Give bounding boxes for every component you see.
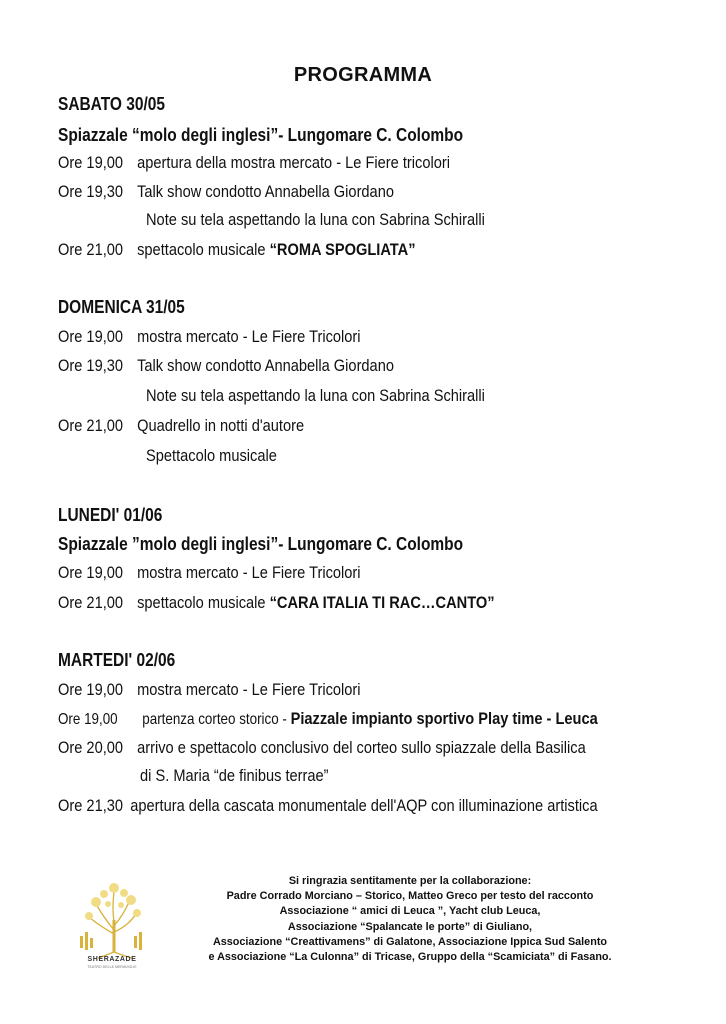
event-row	[58, 679, 361, 701]
location-monday: Spiazzale ”molo degli inglesi”- Lungomare C. Colombo	[58, 534, 464, 554]
event-text: spettacolo musicale	[137, 593, 270, 612]
event-row	[58, 181, 394, 203]
event-row	[58, 708, 598, 731]
sherazade-logo-icon	[74, 874, 150, 964]
location-saturday: Spiazzale “molo degli inglesi”- Lungomare C. Colombo	[58, 125, 464, 145]
event-row	[58, 326, 361, 348]
thanks-line: Associazione “Spalancate le porte” di Giuliano,	[287, 920, 533, 933]
day-heading-saturday: SABATO 30/05	[58, 94, 165, 114]
event-text: apertura della mostra mercato - Le Fiere tricolori	[137, 153, 450, 172]
event-highlight: “CARA ITALIA TI RAC…CANTO”	[269, 593, 495, 612]
event-row	[58, 355, 394, 377]
event-text: Quadrello in notti d'autore	[137, 416, 305, 435]
event-row	[58, 415, 304, 437]
event-time: Ore 19,00	[58, 563, 124, 582]
event-time: Ore 19,00	[58, 153, 124, 172]
event-text: partenza corteo storico -	[142, 711, 291, 728]
event-time: Ore 19,30	[58, 182, 124, 201]
event-time: Ore 19,30	[58, 356, 124, 375]
event-text: arrivo e spettacolo conclusivo del corteo sullo spiazzale della Basilica	[137, 738, 586, 757]
acknowledgements	[160, 874, 660, 965]
event-time: Ore 21,30	[58, 796, 124, 815]
thanks-line: Associazione “ amici di Leuca ”, Yacht club Leuca,	[279, 905, 541, 918]
event-continuation: di S. Maria “de finibus terrae”	[140, 766, 329, 785]
event-row	[58, 152, 450, 174]
logo-tagline: TEATRO DELLE MERAVIGLIE	[87, 965, 137, 969]
thanks-line: Associazione “Creattivamens” di Galatone, Associazione Ippica Sud Salento	[212, 935, 608, 948]
day-heading-sunday: DOMENICA 31/05	[58, 297, 185, 317]
event-row	[58, 562, 361, 584]
event-time: Ore 21,00	[58, 240, 124, 259]
event-time: Ore 19,00	[58, 711, 118, 728]
day-heading-tuesday: MARTEDI' 02/06	[58, 650, 176, 670]
event-text: mostra mercato - Le Fiere Tricolori	[137, 327, 361, 346]
event-highlight: “ROMA SPOGLIATA”	[269, 240, 416, 259]
event-highlight: Piazzale impianto sportivo Play time - Leuca	[290, 709, 598, 728]
event-row	[58, 592, 495, 614]
event-text: mostra mercato - Le Fiere Tricolori	[137, 563, 361, 582]
thanks-line: Si ringrazia sentitamente per la collaborazione:	[288, 875, 532, 887]
event-time: Ore 19,00	[58, 680, 124, 699]
event-row	[58, 239, 416, 261]
event-continuation: Note su tela aspettando la luna con Sabrina Schiralli	[146, 386, 485, 405]
event-time: Ore 20,00	[58, 738, 124, 757]
logo-name: SHERAZADE	[87, 956, 137, 963]
event-row	[58, 795, 598, 817]
event-time: Ore 19,00	[58, 327, 124, 346]
event-continuation: Note su tela aspettando la luna con Sabrina Schiralli	[146, 210, 485, 229]
event-continuation: Spettacolo musicale	[146, 446, 277, 465]
thanks-line: e Associazione “La Culonna” di Tricase, Gruppo della “Scamiciata” di Fasano.	[208, 951, 612, 964]
day-heading-monday: LUNEDI' 01/06	[58, 505, 163, 525]
event-time: Ore 21,00	[58, 593, 124, 612]
event-row	[58, 737, 586, 759]
page-title: PROGRAMMA	[293, 64, 433, 86]
event-text: spettacolo musicale	[137, 240, 270, 259]
event-text: apertura della cascata monumentale dell'AQP con illuminazione artistica	[130, 796, 598, 815]
event-text: Talk show condotto Annabella Giordano	[137, 356, 394, 375]
event-time: Ore 21,00	[58, 416, 124, 435]
thanks-line: Padre Corrado Morciano – Storico, Matteo Greco per testo del racconto	[226, 890, 594, 903]
event-text: mostra mercato - Le Fiere Tricolori	[137, 680, 361, 699]
event-text: Talk show condotto Annabella Giordano	[137, 182, 394, 201]
